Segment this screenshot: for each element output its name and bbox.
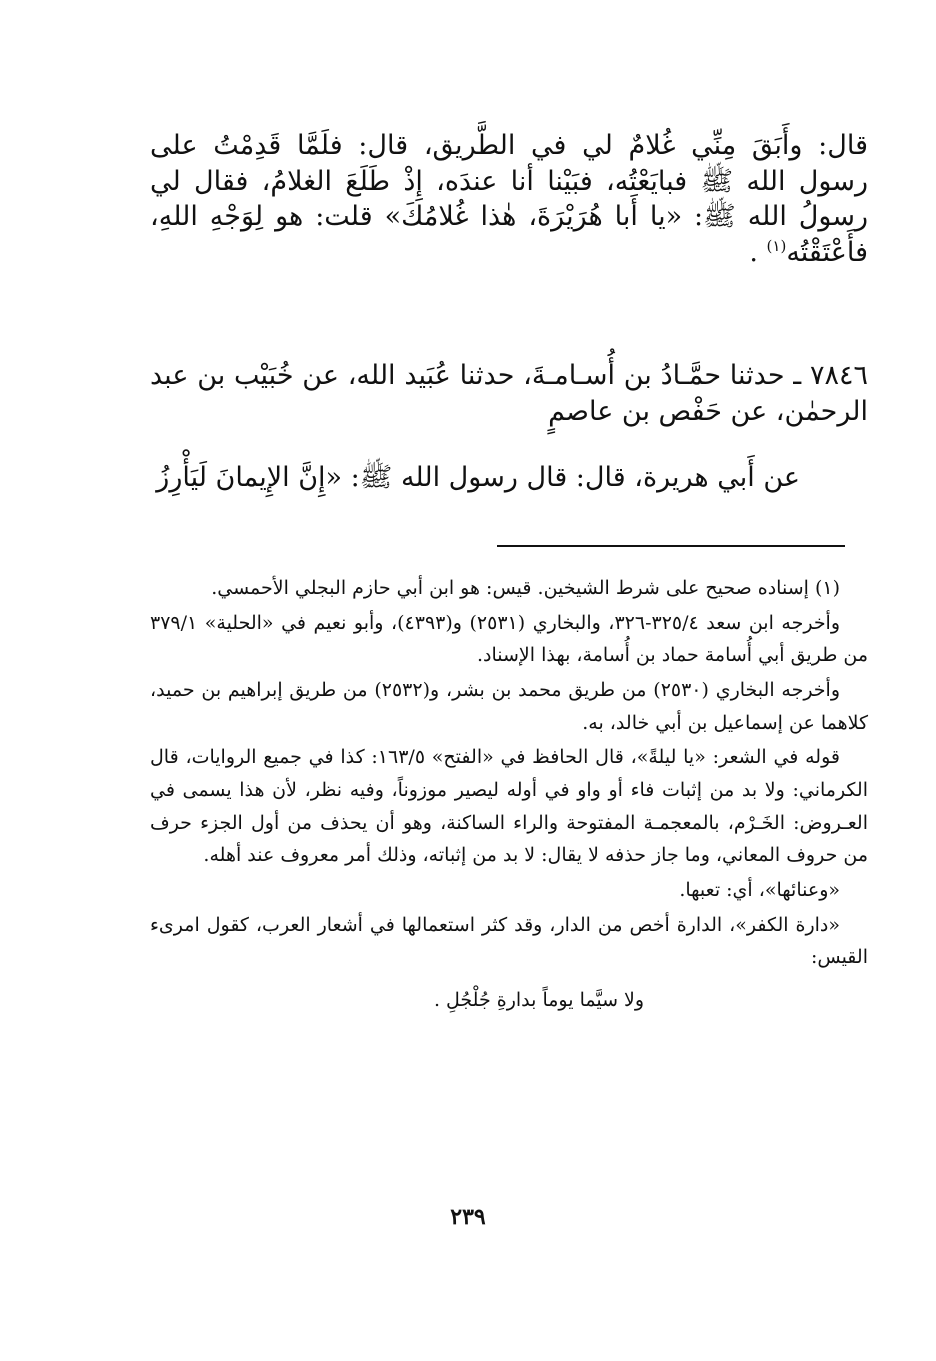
footnote-line: وأخرجه ابن سعد ٣٢٥/٤-٣٢٦، والبخاري (٢٥٣١) و(٤٣٩٣)، وأبو نعيم في «الحلية» ٣٧٩/١ من طريق أبي أُسامة حماد بن أُسامة، بهذا الإسناد. [150,611,868,667]
page-number: ٢٣٩ [450,1204,486,1230]
footnote-line: «دارة الكفر»، الدارة أخص من الدار، وقد كثر استعمالها في أشعار العرب، كقول امرىء القيس: [150,913,868,969]
hadith-text-paragraph: عن أَبي هريرة، قال: قال رسول الله ﷺ: «إِنَّ الإِيمانَ لَيَأْرِزُ [156,462,800,493]
footnote-line: قوله في الشعر: «يا ليلةً»، قال الحافظ في «الفتح» ١٦٣/٥: كذا في جميع الروايات، قال الكرماني: ولا بد من إثبات فاء أو واو في أوله ليصير موزوناً، وفيه نظر، لأن هذا يسمى في العـروض: الخَـرْم، بالمعجمـة المفتوحة والراء الساكنة، وهو أن يحذف من أول الجزء حرف من حروف المعاني، وما جاز حذفه لا يقال: لا بد من إثباته، وذلك أمر معروف عند أهله. [150,746,868,867]
footnote-marker: (١) [766,236,787,255]
footnote-divider [497,545,845,547]
footnote-verse: ولا سيَّما يوماً بدارةِ جُلْجُلِ . [433,989,645,1012]
footnote-line: وأخرجه البخاري (٢٥٣٠) من طريق محمد بن بشر، و(٢٥٣٢) من طريق إبراهيم بن حميد، كلاهما عن إسماعيل بن أبي خالد، به. [150,679,868,734]
footnote-line: (١) إسناده صحيح على شرط الشيخين. قيس: هو ابن أبي حازم البجلي الأحمسي. [211,577,840,599]
main-paragraph-text: قال: وأَبَقَ مِنِّي غُلامٌ لي في الطَّريق، قال: فلَمَّا قَدِمْتُ على رسول الله ﷺ فبايَعْتُه، فبَيْنا أنا عندَه، إِذْ طَلَعَ الغلامُ، فقال لي رسولُ الله ﷺ: «يا أَبا هُرَيْرَةَ، هٰذا غُلامُكَ» قلت: هو لِوَجْهِ اللهِ، فأَعْتَقْتُه [150,130,868,268]
main-paragraph [150,128,868,271]
hadith-chain-paragraph: ٧٨٤٦ ـ حدثنا حمَّـادُ بن أُسـامـةَ، حدثنا عُبَيد الله، عن خُبَيْب بن عبد الرحمٰن، عن حَفْص بن عاصمٍ [150,360,868,427]
footnotes-section [150,572,868,1019]
main-paragraph-end: . [749,236,767,268]
footnote-line: «وعنائها»، أي: تعبها. [679,879,840,902]
